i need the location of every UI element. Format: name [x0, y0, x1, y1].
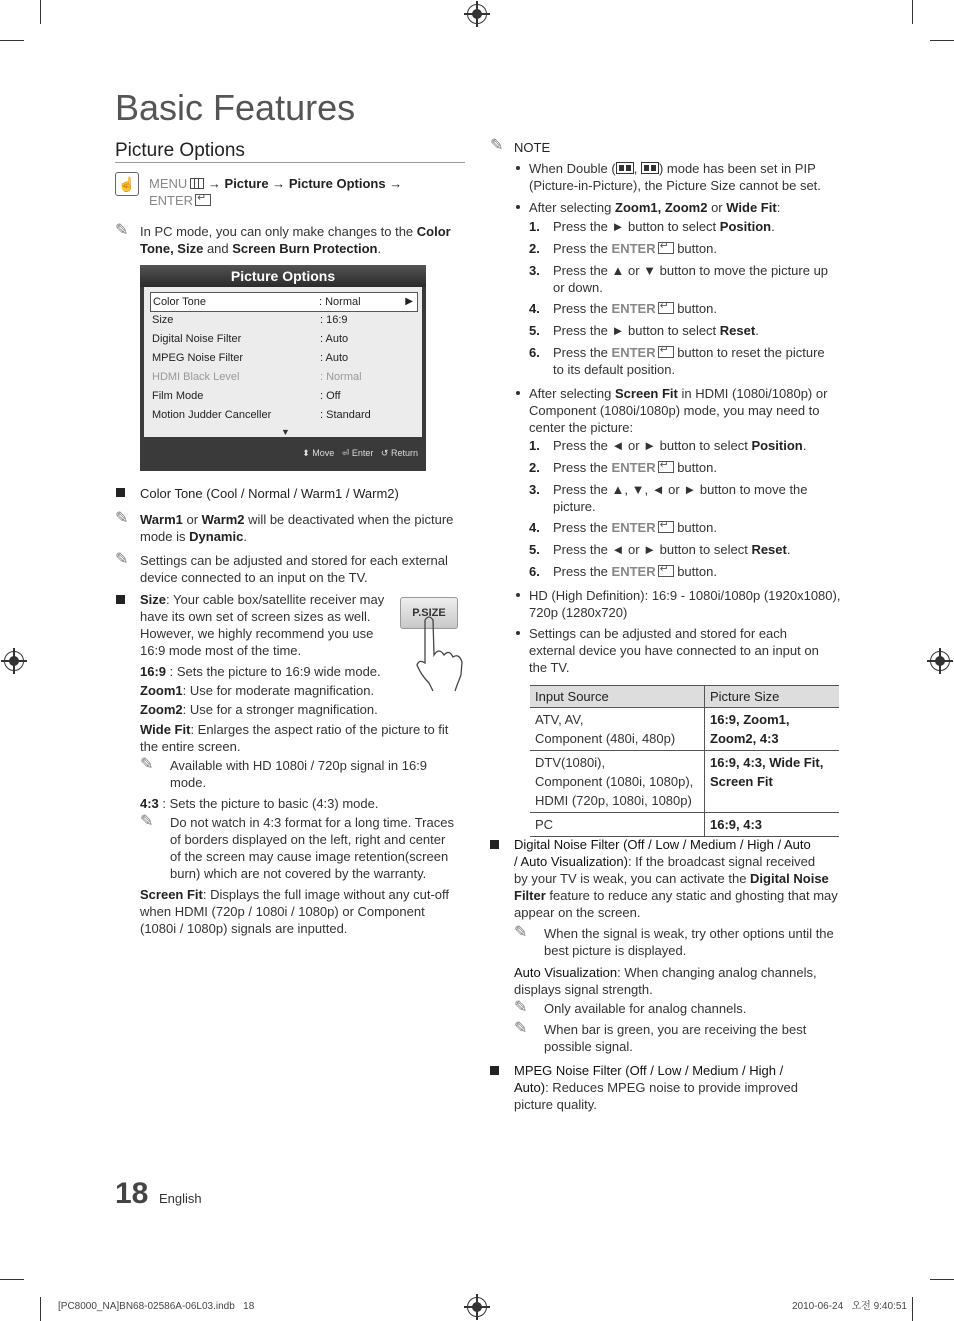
enter-icon: [658, 521, 674, 533]
step-item: 2. Press the ENTER↵ button.: [529, 240, 849, 257]
enter-icon: ⏎: [341, 448, 350, 458]
column-header: Picture Size: [705, 686, 840, 708]
table-header-row: [530, 686, 839, 708]
note-pencil-icon: ✎: [514, 924, 528, 941]
table-cell: 16:9, Zoom1, Zoom2, 4:3: [705, 708, 840, 751]
digital-noise-filter-section: Digital Noise Filter (Off / Low / Medium / High / Auto / Auto Visualization): If the broadcast signal received by your TV is weak, you can activate the Digital Noise Filter feature to reduce any static and ghosting that may appear on the screen.: [514, 837, 838, 920]
step-item: 6. Press the ENTER↵ button.: [529, 563, 849, 580]
av-note-analog: Only available for analog channels.: [544, 1001, 747, 1016]
p-size-button: P.SIZE: [400, 597, 458, 629]
step-item: 4. Press the ENTER↵ button.: [529, 300, 849, 317]
option-wide-fit: Wide Fit: Enlarges the aspect ratio of the picture to fit the entire screen.: [140, 722, 449, 754]
picture-options-osd: [140, 265, 426, 471]
option-4-3: 4:3 : Sets the picture to basic (4:3) mode.: [140, 796, 379, 811]
osd-row-digital-noise-filter[interactable]: Digital Noise Filter : Auto: [152, 333, 349, 345]
section-heading: Picture Options: [115, 140, 245, 161]
osd-row-mpeg-noise-filter[interactable]: MPEG Noise Filter : Auto: [152, 352, 349, 364]
bullet-dot: [516, 631, 520, 635]
bullet-square: [490, 840, 499, 849]
note-hd: HD (High Definition): 16:9 - 1080i/1080p (1920x1080), 720p (1280x720): [529, 588, 841, 620]
scroll-down-icon: ▼: [281, 427, 290, 437]
bullet-square: [116, 595, 125, 604]
step-item: 3. Press the ▲ or ▼ button to move the picture up or down.: [529, 263, 829, 295]
table-cell: DTV(1080i), Component (1080i, 1080p), HDMI (720p, 1080i, 1080p): [530, 751, 705, 813]
language-label: English: [159, 1191, 202, 1206]
wide-fit-note: Available with HD 1080i / 720p signal in 16:9 mode.: [170, 758, 428, 790]
registration-mark-icon: [467, 4, 487, 24]
menu-path: MENU → Picture → Picture Options → ENTER↵: [149, 175, 449, 209]
step-item: 1. Press the ► button to select Position.: [529, 219, 775, 234]
crop-mark: [40, 0, 41, 24]
crop-mark: [912, 1297, 913, 1321]
color-tone-heading: Color Tone (Cool / Normal / Warm1 / Warm2): [140, 486, 399, 501]
enter-icon: [658, 565, 674, 577]
bullet-dot: [516, 391, 520, 395]
arrow-right-icon: ▶: [405, 296, 413, 307]
option-zoom1: Zoom1: Use for moderate magnification.: [140, 683, 375, 698]
crop-mark: [930, 1279, 954, 1280]
note-after-zoom: After selecting Zoom1, Zoom2 or Wide Fit:: [529, 200, 781, 215]
return-icon: ↺: [380, 448, 389, 458]
menu-icon: [190, 178, 204, 189]
av-note-green: When bar is green, you are receiving the best possible signal.: [544, 1022, 807, 1054]
registration-mark-icon: [467, 1297, 487, 1317]
table-cell: ATV, AV, Component (480i, 480p): [530, 708, 705, 751]
note-pencil-icon: ✎: [115, 551, 129, 568]
note-pencil-icon: ✎: [115, 222, 129, 239]
table-cell: 16:9, 4:3: [705, 813, 840, 837]
double-pip-icon: [616, 162, 634, 174]
enter-icon: [195, 194, 211, 206]
move-icon: ⬍: [302, 448, 310, 458]
note-pencil-icon: ✎: [514, 1020, 528, 1037]
crop-mark: [912, 0, 913, 24]
crop-mark: [0, 40, 24, 41]
osd-row-hdmi-black-level: HDMI Black Level : Normal: [152, 371, 362, 383]
print-date: 2010-06-24 오전 9:40:51: [792, 1301, 907, 1312]
note-pencil-icon: ✎: [490, 137, 504, 154]
note-pencil-icon: ✎: [140, 813, 154, 830]
enter-icon: [658, 242, 674, 254]
enter-icon: [658, 461, 674, 473]
hand-menu-icon: ☝: [115, 172, 139, 196]
warm-note: Warm1 or Warm2 will be deactivated when the picture mode is Dynamic.: [140, 512, 454, 544]
enter-icon: [658, 346, 674, 358]
osd-row-film-mode[interactable]: Film Mode : Off: [152, 390, 341, 402]
page-title: Basic Features: [115, 87, 356, 128]
table-row: [530, 813, 839, 837]
crop-mark: [930, 40, 954, 41]
step-item: 1. Press the ◄ or ► button to select Position.: [529, 438, 807, 453]
page-number: 18: [115, 1177, 149, 1210]
table-cell: 16:9, 4:3, Wide Fit, Screen Fit: [705, 751, 840, 813]
crop-mark: [0, 1279, 24, 1280]
section-divider: [115, 162, 465, 163]
pressing-hand-icon: [415, 615, 467, 693]
osd-row-motion-judder[interactable]: Motion Judder Canceller : Standard: [152, 409, 371, 421]
registration-mark-icon: [930, 651, 950, 671]
file-info: [PC8000_NA]BN68-02586A-06L03.indb 18: [58, 1301, 255, 1312]
bullet-dot: [516, 593, 520, 597]
step-item: 5. Press the ► button to select Reset.: [529, 323, 759, 338]
note-after-screen-fit: After selecting Screen Fit in HDMI (1080i/1080p) or Component (1080i/1080p) mode, you may need to center the picture:: [529, 386, 828, 435]
picture-size-table: [530, 685, 839, 837]
bullet-square: [116, 488, 125, 497]
step-item: 6. Press the ENTER↵ button to reset the picture to its default position.: [529, 344, 849, 378]
osd-row-size[interactable]: Size : 16:9: [152, 314, 348, 326]
table-cell: PC: [530, 813, 705, 837]
four-three-note: Do not watch in 4:3 format for a long time. Traces of borders displayed on the left, right and center of the screen may cause image retention(screen burn) which are not covered by the warranty.: [170, 815, 454, 881]
crop-mark: [40, 1297, 41, 1321]
option-zoom2: Zoom2: Use for a stronger magnification.: [140, 702, 378, 717]
pc-note: In PC mode, you can only make changes to the Color Tone, Size and Screen Burn Protection.: [140, 224, 451, 256]
mpeg-noise-filter-section: MPEG Noise Filter (Off / Low / Medium / High / Auto): Reduces MPEG noise to provide improved picture quality.: [514, 1063, 798, 1112]
step-item: 4. Press the ENTER↵ button.: [529, 519, 849, 536]
note-pencil-icon: ✎: [115, 510, 129, 527]
bullet-dot: [516, 166, 520, 170]
note-heading: NOTE: [514, 140, 551, 155]
dnf-note: When the signal is weak, try other options until the best picture is displayed.: [544, 926, 834, 958]
option-screen-fit: Screen Fit: Displays the full image without any cut-off when HDMI (720p / 1080i / 1080p) or Component (1080i / 1080p) signals are inputted.: [140, 887, 450, 936]
step-item: 2. Press the ENTER↵ button.: [529, 459, 849, 476]
osd-row-color-tone[interactable]: Color Tone : Normal ▶: [150, 292, 418, 312]
double-pip-icon: [641, 162, 659, 174]
size-description: Size: Your cable box/satellite receiver may have its own set of screen sizes as well. However, we highly recommend you use 16:9 mode most of the time.: [140, 592, 385, 658]
registration-mark-icon: [4, 651, 24, 671]
option-16-9: 16:9 : Sets the picture to 16:9 wide mode.: [140, 664, 381, 679]
table-row: [530, 708, 839, 751]
bullet-dot: [516, 205, 520, 209]
auto-visualization: Auto Visualization: When changing analog channels, displays signal strength.: [514, 965, 817, 997]
osd-menu-panel: [144, 287, 422, 437]
table-row: [530, 751, 839, 813]
note-pencil-icon: ✎: [140, 756, 154, 773]
note-double-pip: When Double ( , ) mode has been set in PIP (Picture-in-Picture), the Picture Size cannot be set.: [529, 161, 821, 193]
step-item: 3. Press the ▲, ▼, ◄ or ► button to move the picture.: [529, 482, 808, 514]
osd-footer: ⬍ Move ⏎ Enter ↺ Return: [302, 448, 418, 458]
note-pencil-icon: ✎: [514, 999, 528, 1016]
bullet-square: [490, 1066, 499, 1075]
osd-title: Picture Options: [140, 265, 426, 287]
enter-icon: [658, 302, 674, 314]
column-header: Input Source: [530, 686, 705, 708]
step-item: 5. Press the ◄ or ► button to select Reset.: [529, 542, 791, 557]
settings-note: Settings can be adjusted and stored for each external device connected to an input on the TV.: [140, 553, 448, 585]
note-settings-stored: Settings can be adjusted and stored for each external device you have connected to an input on the TV.: [529, 626, 819, 675]
